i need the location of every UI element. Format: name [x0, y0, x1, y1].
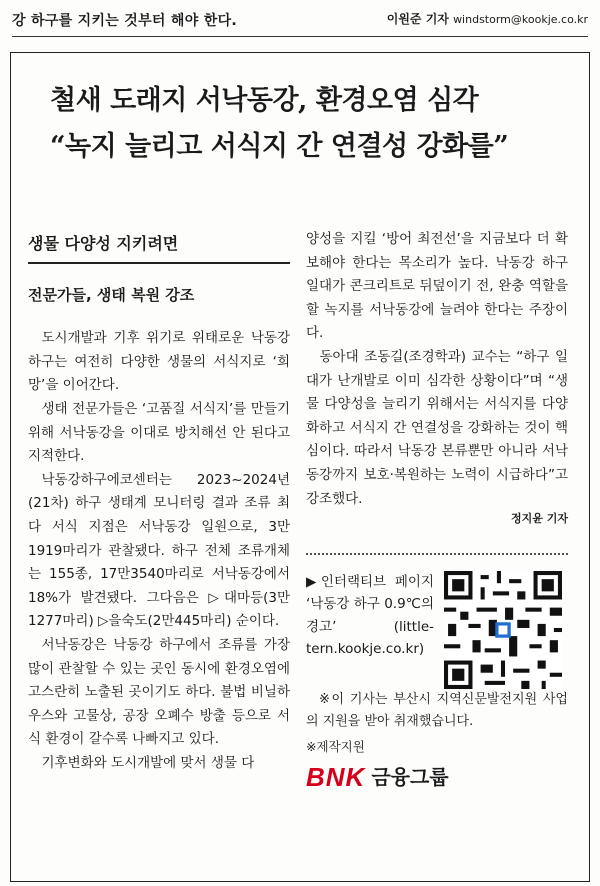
funding-note: ※이 기사는 부산시 지역신문발전지원 사업의 지원을 받아 취재했습니다. — [306, 691, 568, 729]
paragraph: 낙동강하구에코센터는 2023~2024년(21차) 하구 생태계 모니터링 결과 조류 최다 서식 지점은 서낙동강 일원으로, 3만1919마리가 관찰됐다. 하구 전체 조류개체는 155종, 17만3540마리로 서낙동강에서 18%가 발견됐다. 그다음은 ▷대마등(3만1277마리) ▷을숙도(2만445마리) 순이다. — [28, 471, 290, 630]
section-title: 생물 다양성 지키려면 — [28, 228, 290, 264]
promo-box — [306, 571, 568, 689]
byline-email[interactable]: windstorm@kookje.co.kr — [453, 13, 588, 26]
paragraph: 양성을 지킬 ‘방어 최전선’을 지금보다 더 확보해야 한다는 목소리가 높다. 낙동강 하구 일대가 콘크리트로 뒤덮이기 전, 완충 역할을 할 녹지를 서낙동강에 늘려야 한다는 주장이다. — [306, 231, 568, 342]
byline — [387, 10, 588, 27]
brand-name: 금융그룹 — [371, 765, 449, 790]
paragraph: 서낙동강은 낙동강 하구에서 조류를 가장 많이 관찰할 수 있는 곳인 동시에 환경오염에 고스란히 노출된 곳이기도 하다. 불법 비닐하우스와 고물상, 공장 오폐수 방출 등으로 서식 환경이 갈수록 나빠지고 있다. — [28, 636, 290, 748]
qr-code-icon[interactable] — [444, 571, 562, 689]
dotted-divider — [306, 553, 568, 555]
bnk-logo: BNK — [306, 762, 366, 793]
section-subtitle: 전문가들, 생태 복원 강조 — [28, 285, 195, 304]
sponsor-logo — [306, 762, 568, 793]
paragraph: 도시개발과 기후 위기로 위태로운 낙동강 하구는 여전히 다양한 생물의 서식지로 ‘희망’을 이어간다. — [28, 330, 290, 394]
promo-text[interactable]: ▶인터랙티브 페이지 ‘낙동강 하구 0.9℃의 경고’ (little-tern.kookje.co.kr) — [306, 573, 434, 658]
right-column — [306, 228, 568, 793]
reporter-credit: 정지윤 기자 — [511, 512, 568, 526]
byline-reporter: 이원준 기자 — [386, 12, 449, 26]
paragraph: 생태 전문가들은 ‘고품질 서식지’를 만들기 위해 서낙동강을 이대로 방치해선 안 된다고 지적한다. — [28, 400, 290, 465]
running-head: 강 하구를 지키는 것부터 해야 한다. — [12, 13, 238, 29]
left-column — [28, 228, 290, 775]
support-label: ※제작지원 — [306, 738, 365, 754]
headline — [50, 78, 570, 170]
paragraph: 동아대 조동길(조경학과) 교수는 “하구 일대가 난개발로 이미 심각한 상황이다”며 “생물 다양성을 늘리기 위해서는 서식지를 다양화하고 서식지 간 연결성을 강화하는 것이 핵심이다. 따라서 낙동강 본류뿐만 아니라 서낙동강까지 보호·복원하는 노력이 시급하다”고 강조했다. — [306, 348, 568, 507]
top-rule — [12, 36, 588, 37]
headline-line-2: “녹지 늘리고 서식지 간 연결성 강화를” — [50, 131, 509, 162]
paragraph: 기후변화와 도시개발에 맞서 생물 다 — [41, 754, 255, 771]
headline-line-1: 철새 도래지 서낙동강, 환경오염 심각 — [50, 85, 479, 116]
